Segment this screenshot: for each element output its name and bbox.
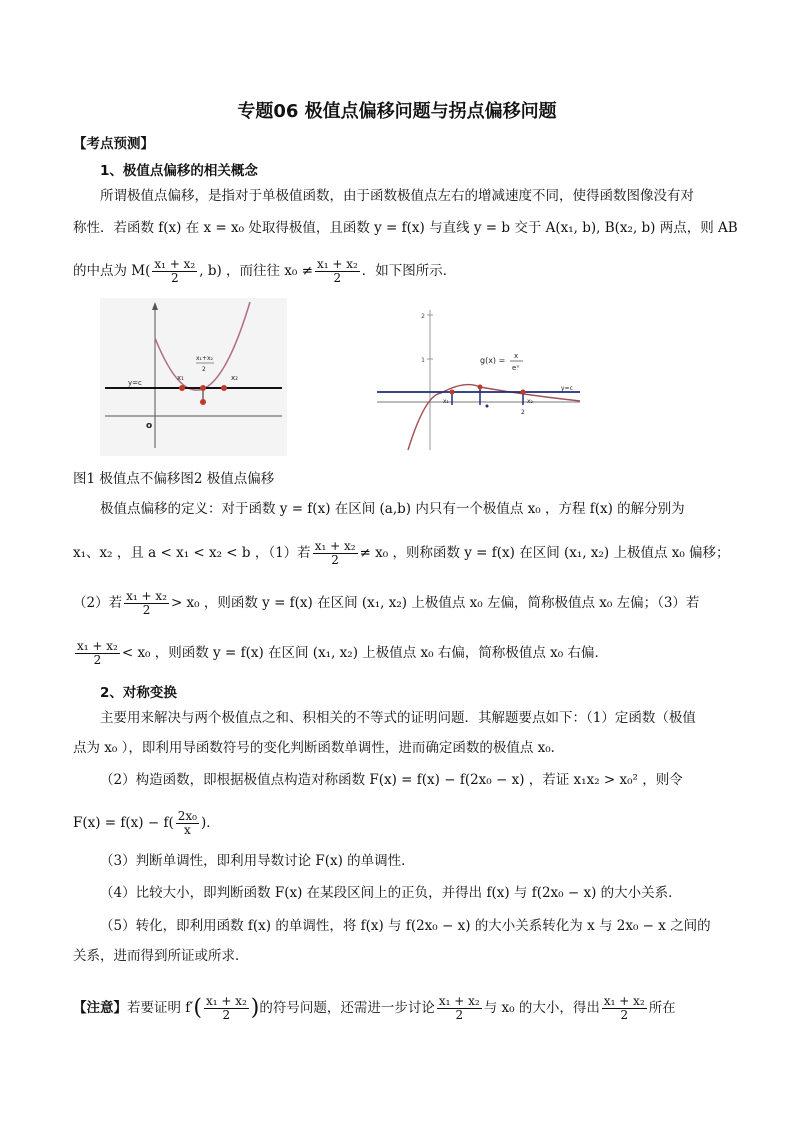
fraction-note-3 (602, 995, 647, 1022)
label-x1: x₁ (443, 398, 449, 405)
fraction-den: x (183, 823, 191, 837)
paren-left: ( (193, 995, 202, 1021)
fraction-note-1 (204, 995, 249, 1022)
s2-d1: F(x) = f(x) − f( (73, 815, 174, 831)
fraction-note-2 (437, 995, 482, 1022)
x-tick-label-2: 2 (521, 409, 525, 416)
figure-1-no-shift (100, 298, 287, 456)
note-b: 的符号问题，还需进一步讨论 (259, 1000, 435, 1016)
s2-d2: )． (200, 815, 220, 831)
point-x1 (179, 385, 185, 391)
definition-line-4 (73, 640, 723, 667)
fraction-den: 2 (331, 553, 339, 567)
def-d1: < x₀ ，则函数 y = f(x) 在区间 (x₁, x₂) 上极值点 x₀ 右偏，简称极值点 x₀ 右偏． (121, 645, 608, 661)
label-x2: x₂ (231, 374, 238, 382)
note-line (73, 995, 723, 1022)
fraction-num: x₁ + x₂ (314, 539, 356, 553)
fraction-num: x₁ + x₂ (154, 257, 196, 271)
section-2-line-5: （3）判断单调性，即利用导数讨论 F(x) 的单调性． (100, 853, 415, 869)
label-mid-num: x₁+x₂ (196, 355, 213, 362)
label-x2: x₂ (527, 398, 533, 405)
figure-caption: 图1 极值点不偏移图2 极值点偏移 (73, 471, 275, 487)
fraction-def-2 (124, 590, 169, 617)
g-curve (408, 385, 580, 450)
label-x1: x₁ (177, 374, 184, 382)
fraction-def-1 (313, 540, 358, 567)
fraction-den: 2 (455, 1008, 464, 1022)
point-mid (200, 385, 206, 391)
fraction-den: 2 (620, 1008, 629, 1022)
section-2-heading: 2、对称变换 (100, 685, 177, 701)
fraction-num: 2x₀ (177, 809, 197, 823)
fraction-def-3 (75, 640, 120, 667)
y-tick-label-1: 1 (421, 357, 425, 364)
formula-num: x (514, 352, 519, 360)
fraction-midpoint (152, 258, 197, 285)
figure-1-bg (100, 298, 287, 456)
def-c2: > x₀ ，则函数 y = f(x) 在区间 (x₁, x₂) 上极值点 x₀ 左偏，简称极值点 x₀ 左偏；（3）若 (170, 595, 700, 611)
point-x2 (221, 385, 227, 391)
fraction-num: x₁ + x₂ (205, 994, 247, 1008)
fraction-2x0-over-x (176, 810, 199, 837)
section-2-line-7: （5）转化，即利用函数 f(x) 的单调性，将 f(x) 与 f(2x₀ − x) 的大小关系转化为 x 与 2x₀ − x 之间的 (100, 918, 711, 934)
fraction-den: 2 (142, 603, 151, 617)
fraction-den: 2 (222, 1008, 231, 1022)
point-peak (478, 385, 483, 390)
section-1-heading: 1、极值点偏移的相关概念 (100, 163, 258, 179)
page-title: 专题06 极值点偏移问题与拐点偏移问题 (237, 101, 557, 122)
paragraph-1-line-1: 所谓极值点偏移，是指对于单极值函数，由于函数极值点左右的增减速度不同，使得函数图像没有对 (100, 188, 694, 204)
def-c1: （2）若 (73, 595, 123, 611)
definition-line-3 (73, 590, 723, 617)
fraction-num: x₁ + x₂ (603, 994, 645, 1008)
fraction-num: x₁ + x₂ (77, 639, 118, 653)
point-x2 (521, 390, 526, 395)
label-yc: y=c (561, 385, 573, 392)
fraction-den: 2 (333, 271, 342, 285)
p1-c1: 的中点为 M( (73, 263, 151, 279)
fraction-den: 2 (170, 271, 179, 285)
def-b2: ≠ x₀ ，则称函数 y = f(x) 在区间 (x₁, x₂) 上极值点 x₀ 偏移； (359, 545, 730, 561)
fraction-midpoint-2 (315, 258, 360, 285)
figure-2-shift (375, 305, 583, 453)
p1-c2: , b) ，而往往 x₀ ≠ (199, 263, 313, 279)
note-d: 所在 (648, 1000, 676, 1016)
fraction-num: x₁ + x₂ (316, 257, 358, 271)
fraction-den: 2 (93, 653, 102, 667)
label-yc: y=c (128, 379, 142, 387)
formula-lhs: g(x) = (480, 356, 506, 365)
section-forecast-label: 【考点预测】 (73, 136, 154, 152)
fraction-num: x₁ + x₂ (126, 589, 167, 603)
y-tick-label-2: 2 (421, 313, 425, 320)
point-x1 (450, 390, 455, 395)
section-2-line-8: 关系，进而得到所证或所求． (73, 948, 249, 964)
note-a: 若要证明 f′ (127, 1000, 194, 1016)
section-2-line-6: （4）比较大小，即判断函数 F(x) 在某段区间上的正负，并得出 f(x) 与 f(2x₀ − x) 的大小关系． (100, 885, 682, 901)
def-b1: x₁、x₂ ，且 a < x₁ < x₂ < b ，（1）若 (73, 545, 311, 561)
note-label: 【注意】 (73, 1000, 127, 1016)
fraction-num: x₁ + x₂ (438, 994, 480, 1008)
section-2-line-4 (73, 810, 723, 837)
note-c: 与 x₀ 的大小，得出 (483, 1000, 600, 1016)
formula-den: eˣ (512, 364, 520, 372)
vertex-point (200, 399, 206, 405)
paragraph-1-line-2: 称性．若函数 f(x) 在 x = x₀ 处取得极值，且函数 y = f(x) 与直线 y = b 交于 A(x₁, b), B(x₂, b) 两点，则 AB (73, 220, 738, 236)
section-2-line-3: （2）构造函数，即根据极值点构造对称函数 F(x) = f(x) − f(2x₀ − x) ，若证 x₁x₂ > x₀² ，则令 (100, 772, 683, 788)
section-2-line-2: 点为 x₀ ），即利用导函数符号的变化判断函数单调性，进而确定函数的极值点 x₀． (73, 740, 565, 756)
label-origin: o (146, 421, 153, 431)
paren-right: ) (250, 995, 260, 1021)
point-mid (486, 405, 489, 408)
section-2-line-1: 主要用来解决与两个极值点之和、积相关的不等式的证明问题．其解题要点如下：（1）定函数（极值 (100, 710, 696, 726)
definition-line-1: 极值点偏移的定义：对于函数 y = f(x) 在区间 (a,b) 内只有一个极值点 x₀ ，方程 f(x) 的解分别为 (100, 501, 685, 517)
paragraph-1-line-3 (73, 258, 723, 285)
label-mid-den: 2 (202, 366, 206, 373)
p1-c3: ．如下图所示． (361, 263, 457, 279)
definition-line-2 (73, 539, 730, 567)
